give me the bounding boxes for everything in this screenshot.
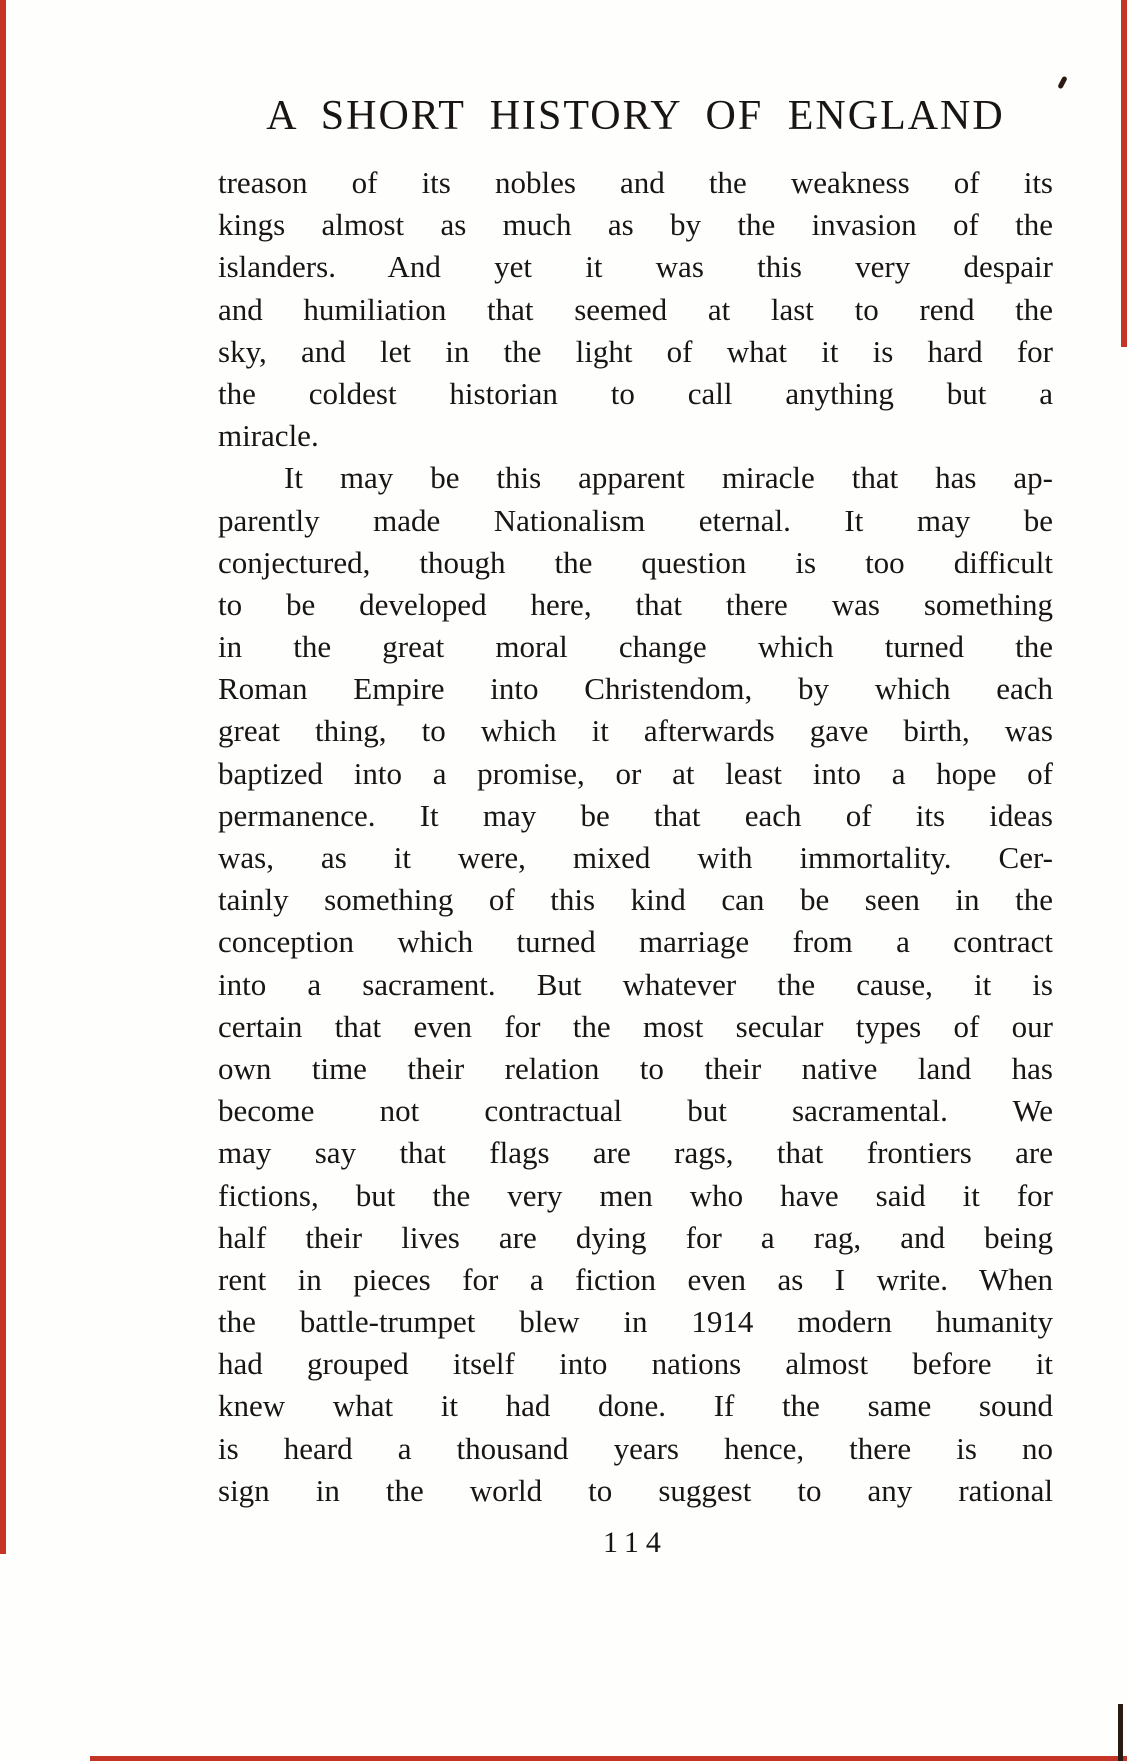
book-edge-stripe-right [1121,0,1127,347]
text-line: conception which turned marriage from a contract [218,924,1053,960]
running-header-title: A SHORT HISTORY OF ENGLAND [266,93,1005,139]
text-line: kings almost as much as by the invasion of the [218,207,1053,243]
text-line: sky, and let in the light of what it is hard for [218,333,1053,369]
text-line: in the great moral change which turned the [218,629,1053,665]
text-line: fictions, but the very men who have said it for [218,1177,1053,1213]
paragraph [218,162,1053,457]
body-text [218,162,1053,1512]
book-edge-stripe-left [0,0,6,1554]
text-line: may say that flags are rags, that frontiers are [218,1135,1053,1171]
text-line: and humiliation that seemed at last to rend the [218,291,1053,327]
text-line: tainly something of this kind can be seen in the [218,882,1053,918]
text-line: half their lives are dying for a rag, and being [218,1219,1053,1255]
text-line: had grouped itself into nations almost before it [218,1346,1053,1382]
text-line: permanence. It may be that each of its ideas [218,797,1053,833]
text-line: the battle-trumpet blew in 1914 modern humanity [218,1304,1053,1340]
text-line: Roman Empire into Christendom, by which each [218,671,1053,707]
text-line: was, as it were, mixed with immortality. Cer- [218,840,1053,875]
text-line: is heard a thousand years hence, there is no [218,1430,1053,1466]
text-line: the coldest historian to call anything but a [218,375,1053,411]
text-line: treason of its nobles and the weakness of its [218,165,1053,200]
scan-speck-artifact [1057,76,1068,90]
text-line: conjectured, though the question is too difficult [218,544,1053,580]
text-line: It may be this apparent miracle that has ap- [284,460,1053,496]
text-line: rent in pieces for a fiction even as I write. When [218,1261,1053,1297]
scan-mark-bottom-right [1118,1704,1123,1761]
text-line: parently made Nationalism eternal. It may be [218,502,1053,538]
page-number: 114 [603,1526,668,1559]
text-line: into a sacrament. But whatever the cause, it is [218,966,1053,1002]
text-line: become not contractual but sacramental. We [218,1093,1053,1129]
text-line: to be developed here, that there was something [218,586,1053,622]
text-line: certain that even for the most secular types of our [218,1008,1053,1044]
text-line: islanders. And yet it was this very despair [218,249,1053,285]
text-line: baptized into a promise, or at least into a hope of [218,755,1053,791]
text-line: knew what it had done. If the same sound [218,1388,1053,1424]
text-line: sign in the world to suggest to any rational [218,1472,1053,1508]
text-line: great thing, to which it afterwards gave birth, was [218,713,1053,749]
book-edge-stripe-bottom [90,1756,1127,1761]
text-line: miracle. [218,418,319,454]
text-line: own time their relation to their native land has [218,1050,1053,1086]
paragraph [218,457,1053,1512]
